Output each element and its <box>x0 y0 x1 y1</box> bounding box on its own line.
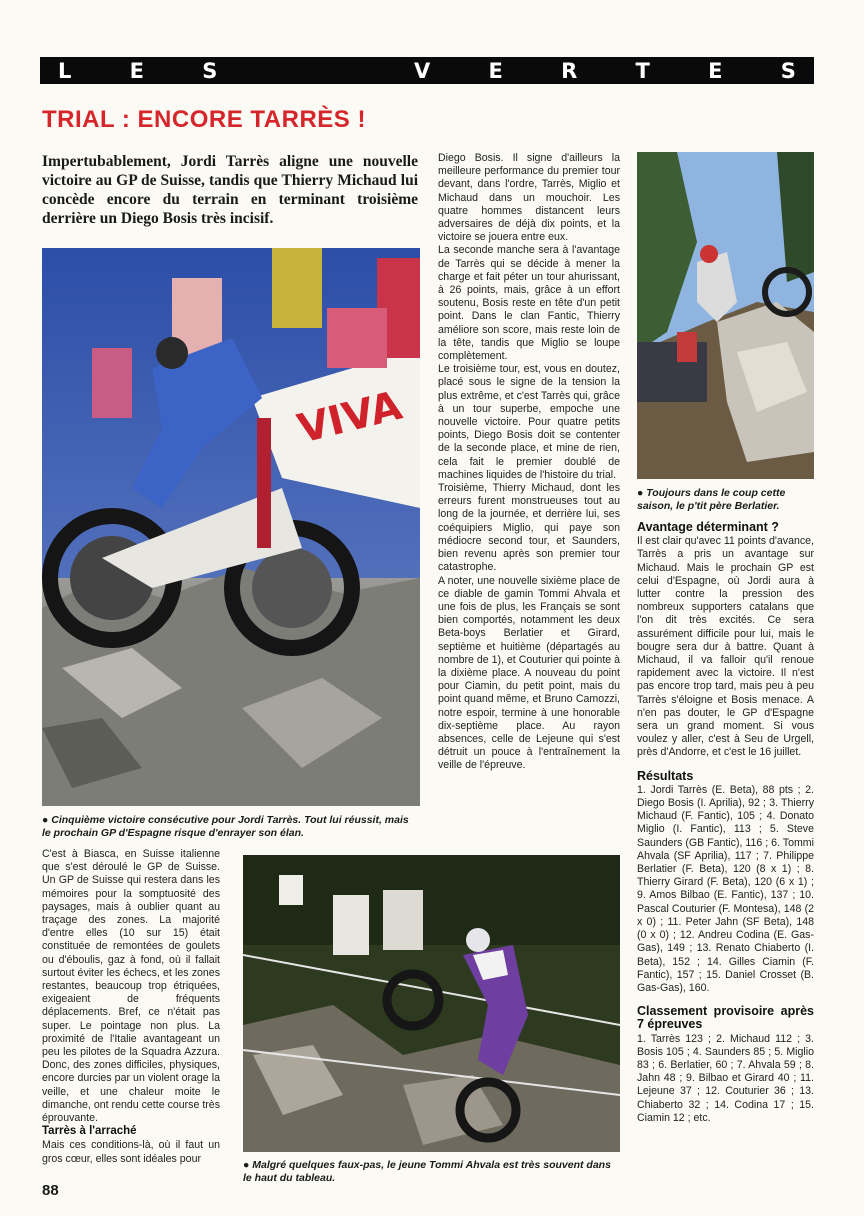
photo-berlatier <box>637 152 814 479</box>
page-number: 88 <box>42 1182 59 1199</box>
standings-list: 1. Tarrès 123 ; 2. Michaud 112 ; 3. Bosis 105 ; 4. Saunders 85 ; 5. Miglio 83 ; 6. Berlatier, 60 ; 7. Ahvala 59 ; 8. Jahn 48 ; 9. Bilbao et Girard 40 ; 11. Lejeune 37 ; 12. Couturier 36 ; 13. Chiaberto 32 ; 14. Codina 17 ; 15. Ciamin 12 ; etc. <box>637 1032 814 1124</box>
viva-banner-text: VIVA <box>293 382 407 453</box>
paragraph: Il est clair qu'avec 11 points d'avance, Tarrès a pris un avantage sur Michaud. Mais le prochain GP est celui d'Espagne, où Jordi aura à lutter contre la pression des nombreux supporters catalans que l'on dit très excités. Ce sera assurément difficile pour lui, mais le bougre sera dur à battre. Quant à Michaud, il va falloir qu'il renoue rapidement avec la victoire. Il n'est pas encore trop tard, mais peu à peu Tarrès s'éloigne et Bosis menace. A n'en pas douter, le GP d'Espagne sera un grand moment. Si vous voulez y aller, c'est à Seu de Urgell, près d'Andorre, et c'est le 16 juillet. <box>637 535 814 759</box>
subhead-avantage: Avantage déterminant ? <box>637 520 779 534</box>
paragraph: Mais ces conditions-là, où il faut un gros cœur, elles sont idéales pour <box>42 1139 220 1165</box>
subhead-resultats: Résultats <box>637 768 694 783</box>
article-column-left <box>42 848 220 1166</box>
photo-tarres <box>42 248 420 806</box>
paragraph: C'est à Biasca, en Suisse italienne que s'est déroulé le GP de Suisse. Un GP de Suisse qui restera dans les mémoires pour la somptuosité des paysages, mais à oublier quant au traçage des zones. La majorité d'entre elles (10 sur 15) était constituée de remontées de goulets ou d'éboulis, gaz à fond, où il fallait surtout éviter les échecs, et les zones restantes, beaucoup trop étriquées, exigeaient de fréquents déplacements. Bref, ce n'était pas super. Le pointage non plus. La proximité de l'Italie avantageant un peu les pilotes de la Squadra Azzura. Donc, des zones difficiles, physiques, encore durcies par un violent orage la veille, et une chaleur moite le dimanche, ont rendu cette course très éprouvante. <box>42 848 220 1125</box>
article-title: TRIAL : ENCORE TARRÈS ! <box>42 106 366 133</box>
banner-letter: S <box>780 58 796 83</box>
banner-letter: E <box>708 58 723 83</box>
paragraph: La seconde manche sera à l'avantage de Tarrès qui se décide à mener la charge et fait péter un tour ahurissant, à 26 points, mais, grâce à un effort soutenu, Bosis reste en tête d'un petit point. Dans le clan Fantic, Thierry améliore son score, mais reste loin de la tête, tandis que Miglio se loupe complètement. <box>438 244 620 363</box>
photo-ahvala-image <box>243 855 620 1152</box>
article-lead: Impertubablement, Jordi Tarrès aligne une nouvelle victoire au GP de Suisse, tandis que Thierry Michaud lui concède encore du terrain en terminant troisième derrière un Diego Bosis très incisif. <box>42 153 418 227</box>
results-list: 1. Jordi Tarrès (E. Beta), 88 pts ; 2. Diego Bosis (I. Aprilia), 92 ; 3. Thierry Michaud (F. Fantic), 105 ; 4. Donato Miglio (I. Fantic), 113 ; 5. Steve Saunders (GB Fantic), 116 ; 6. Tommi Ahvala (SF Aprilia), 117 ; 7. Philippe Berlatier (F. Beta), 120 (8 x 1) ; 8. Thierry Girard (F. Beta), 120 (6 x 1) ; 9. Amos Bilbao (E. Fantic), 137 ; 10. Pascal Couturier (F. Montesa), 148 (2 x 0) ; 11. Peter Jahn (SF Beta), 148 (0 x 0) ; 12. Andreu Codina (E. Gas-Gas), 149 ; 13. Renato Chiaberto (I. Beta), 152 ; 14. Gilles Ciamin (F. Fantic), 157 ; 15. Daniel Crosset (B. Gas-Gas), 160. <box>637 783 814 994</box>
banner-letter: L <box>58 58 72 83</box>
banner-letter: E <box>129 58 145 83</box>
banner-letter: R <box>561 58 578 83</box>
banner-letter: E <box>488 58 503 83</box>
article-column-right <box>637 521 814 1125</box>
article-column-middle <box>438 152 620 773</box>
photo-berlatier-caption: ● Toujours dans le coup cette saison, le p'tit père Berlatier. <box>637 487 786 512</box>
paragraph: Diego Bosis. Il signe d'ailleurs la meilleure performance du premier tour devant, dans l'ordre, Tarrès, Miglio et Michaud dans un mouchoir. Les quatre hommes distancent leurs adversaires de déjà dix points, et la victoire se jouera entre eux. <box>438 152 620 244</box>
banner-letter: T <box>635 58 650 83</box>
subhead-tarres-arrache: Tarrès à l'arraché <box>42 1125 137 1138</box>
photo-ahvala <box>243 855 620 1152</box>
banner-letter: S <box>202 58 218 83</box>
paragraph: A noter, une nouvelle sixième place de ce diable de gamin Tommi Ahvala et une fois de plus, les Français se sont bien comportés, notamment les deux Beta-boys Berlatier et Girard, septième et huitième (départagés au nombre de 1), et Couturier qui pointe à la dixième place. A nouveau du point pour Ciamin, du petit point, mais du point quand même, et Bruno Camozzi, notre espoir, termine à une honorable dix-septième place. Au rayon absences, celle de Lejeune qui s'est détruit un pouce à l'entraînement la veille de l'épreuve. <box>438 574 620 772</box>
paragraph: Le troisième tour, est, vous en doutez, placé sous le signe de la tension la plus extrême, et c'est Tarrès qui, grâce à un tour superbe, empoche une nouvelle victoire. Pour quatre petits points, Diego Bosis doit se contenter de la seconde place, et mine de rien, cela fait le premier doublé de machines liquides de l'histoire du trial. <box>438 363 620 481</box>
photo-berlatier-image <box>637 152 814 479</box>
banner-letter: V <box>413 58 431 83</box>
photo-tarres-image <box>42 248 420 806</box>
photo-tarres-caption: ● Cinquième victoire consécutive pour Jordi Tarrès. Tout lui réussit, mais le prochain GP d'Espagne risque d'enrayer son élan. <box>42 814 409 839</box>
section-banner <box>40 57 814 84</box>
photo-ahvala-caption: ● Malgré quelques faux-pas, le jeune Tommi Ahvala est très souvent dans le haut du tableau. <box>243 1159 611 1184</box>
subhead-classement: Classement provisoire après 7 épreuves <box>637 1004 814 1032</box>
paragraph: Troisième, Thierry Michaud, dont les erreurs furent monstrueuses tout au long de la journée, et derrière lui, ses coéquipiers Miglio, qui paye son médiocre second tour, et Saunders, bien revenu après son premier tour catastrophe. <box>438 482 620 574</box>
